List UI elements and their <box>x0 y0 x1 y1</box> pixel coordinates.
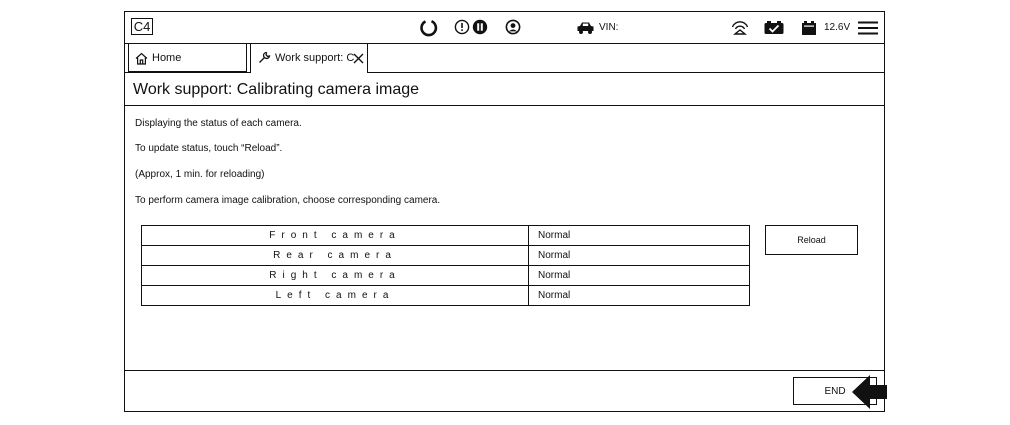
battery-icon <box>801 20 817 36</box>
vin-label: VIN: <box>599 22 619 33</box>
instruction-text: (Approx, 1 min. for reloading) <box>135 169 265 180</box>
pause-icon[interactable] <box>472 19 488 35</box>
tab-home-label: Home <box>152 52 182 64</box>
user-icon[interactable] <box>505 19 521 35</box>
refresh-icon[interactable] <box>419 18 439 38</box>
battery-voltage: 12.6V <box>824 22 851 33</box>
camera-name[interactable]: Right camera <box>142 266 529 286</box>
table-row[interactable] <box>142 266 750 286</box>
camera-status: Normal <box>529 226 750 246</box>
camera-status: Normal <box>529 266 750 286</box>
camera-status: Normal <box>529 246 750 266</box>
camera-name[interactable]: Front camera <box>142 226 529 246</box>
pointer-arrow-icon <box>850 372 888 412</box>
close-icon[interactable] <box>353 53 364 64</box>
tab-home[interactable] <box>128 44 247 72</box>
camera-name[interactable]: Rear camera <box>142 246 529 266</box>
instruction-text: To update status, touch “Reload”. <box>135 143 283 154</box>
camera-status-table <box>141 225 750 306</box>
car-icon <box>576 21 595 35</box>
table-row[interactable] <box>142 226 750 246</box>
app-window <box>124 11 885 412</box>
tab-bar <box>125 44 884 73</box>
page-header <box>125 73 884 106</box>
status-icon[interactable] <box>454 19 470 35</box>
end-button[interactable]: END <box>793 377 877 405</box>
reload-button[interactable]: Reload <box>765 225 858 255</box>
app-badge: C4 <box>131 18 153 35</box>
vi-device-icon <box>763 20 785 36</box>
home-icon <box>135 52 148 65</box>
wrench-icon <box>258 51 271 64</box>
footer-bar <box>125 370 884 412</box>
menu-icon[interactable] <box>858 20 878 36</box>
tab-work-support[interactable] <box>250 44 368 73</box>
top-toolbar <box>125 12 884 44</box>
signal-icon <box>731 18 749 36</box>
camera-name[interactable]: Left camera <box>142 286 529 306</box>
tab-work-support-label: Work support: C <box>275 52 355 64</box>
table-row[interactable] <box>142 246 750 266</box>
instruction-text: Displaying the status of each camera. <box>135 118 302 129</box>
page-title: Work support: Calibrating camera image <box>133 81 420 98</box>
camera-status: Normal <box>529 286 750 306</box>
table-row[interactable] <box>142 286 750 306</box>
instruction-text: To perform camera image calibration, choose corresponding camera. <box>135 195 441 206</box>
